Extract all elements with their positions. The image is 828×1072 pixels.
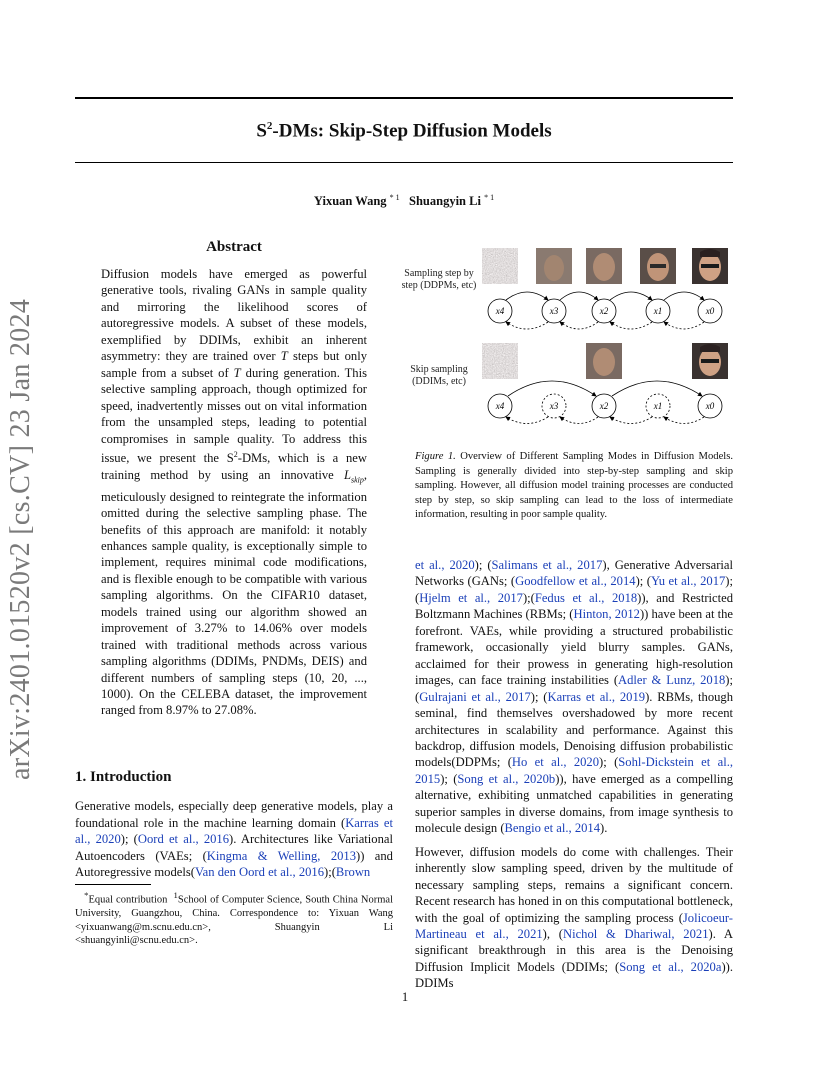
citation-link[interactable]: Song et al., 2020b (457, 771, 556, 786)
text-run: )) have been at the forefront. VAEs, while providing a structured probabilistic framework, occasionally yield blurry samples. GANs, acclaimed for their prowess in generating high-resolution images, can face training instabilities ( (415, 607, 733, 688)
noise-image (482, 343, 518, 379)
citation-link[interactable]: Fedus et al., 2018 (534, 590, 638, 605)
title-bottom-rule (75, 162, 733, 163)
face-image (692, 248, 728, 284)
text-run: ); ( (474, 558, 492, 572)
text-run: ), Generative Adversarial Networks (GANs; ( (415, 558, 733, 589)
citation-link[interactable]: Van den Oord et al., 2016 (194, 865, 325, 879)
text-run: ); ( (530, 689, 548, 704)
paper-title: $S^2$-DMs: Skip-Step Diffusion Models (256, 120, 552, 142)
author-marks: * 1 (484, 193, 495, 202)
node-x2: x2 (599, 306, 609, 316)
paragraph (415, 844, 733, 992)
page-number: 1 (401, 990, 409, 1004)
text-run: )), have emerged as a compelling alternative, exhibiting unmatched capabilities in generating superior samples in diverse domains, from image synthesis to molecule design ( (415, 771, 733, 836)
face-image (586, 248, 622, 284)
arxiv-identifier: arXiv:2401.01520v2 [cs.CV] 23 Jan 2024 (5, 298, 36, 780)
author-name: Yixuan Wang (313, 194, 387, 209)
citation-link[interactable]: Gulrajani et al., 2017 (419, 689, 531, 704)
citation-link[interactable]: Goodfellow et al., 2014 (515, 574, 636, 589)
text-run: ). (600, 821, 608, 836)
paragraph (415, 557, 733, 837)
text-run: However, diffusion models do come with challenges. Their inherently slow sampling speed, driven by the multitude of necessary sampling steps, remains a significant concern. Recent research has honed in on this computational bottleneck, with the goal of optimizing the sampling process ( (415, 844, 733, 925)
face-image (692, 343, 728, 379)
node-x0: x0 (705, 306, 715, 316)
text-run: ), ( (542, 926, 563, 941)
right-column-text (415, 557, 733, 999)
node-x1: x1 (653, 401, 663, 411)
text-run: )), and Restricted Boltzmann Machines (RBMs; ( (415, 590, 734, 622)
node-x4: x4 (495, 306, 505, 316)
node-x1: x1 (653, 306, 663, 316)
citation-link[interactable]: Brown (335, 865, 371, 879)
text-run: ); ( (440, 771, 458, 786)
title-top-rule (75, 97, 733, 99)
author-list (75, 193, 733, 209)
citation-link[interactable]: et al., 2020 (415, 558, 475, 572)
abstract-text: Diffusion models have emerged as powerful generative tools, rivaling GANs in sample quality and mirroring the likelihood scores of autoregressive models. A subset of these models, exemplified by DDIMs, exhibit an inherent asymmetry: they are trained over T steps but only sample from a subset of T during generation. This selective sampling approach, though optimized for speed, inadvertently misses out on vital information from the unsampled steps, leading to potential compromises in sample quality. To address this issue, we present the $S^2$-DMs, which is a new training method by using an innovative $L_{skip}$, meticulously designed to reintegrate the information omitted during the selective sampling phase. The benefits of this approach are manifold: it notably enhances sample quality, is exceptionally simple to implement, requires minimal code modifications, and is flexible enough to be compatible with various sampling algorithms. On the CIFAR10 dataset, models trained using our algorithm showed an improvement of 3.27% to 14.06% over models trained with traditional methods across various sampling algorithms (DDIMs, PNDMs, DEIS) and different numbers of sampling steps (10, 20, ..., 1000). On the CELEBA dataset, the improvement ranged from 8.97% to 27.08%. (101, 267, 367, 718)
figure-caption: Figure 1. Overview of Different Sampling Modes in Diffusion Models. Sampling is generally divided into step-by-step sampling and skip sampling. However, all diffusion model training processes are conducted step by step, so skip sampling can lead to the loss of intermediate information, resulting in poor sample quality. (415, 451, 733, 520)
text-run: ); ( (635, 574, 652, 589)
footnote: *Equal contribution $^1$School of Computer Science, South China Normal University, Guangzhou, China. Correspondence to: Yixuan Wang <yixuanwang@m.scnu.edu.cn>, Shuangyin Li <shuangyinli@scnu.edu.cn>. (75, 890, 393, 946)
footnote-rule (75, 884, 151, 885)
abstract-heading: Abstract (206, 239, 262, 255)
face-image (640, 248, 676, 284)
citation-link[interactable]: Oord et al., 2016 (137, 832, 230, 846)
figure-1 (401, 240, 738, 440)
node-x4: x4 (495, 401, 505, 411)
node-x3: x3 (549, 401, 559, 411)
noise-image (482, 248, 518, 284)
citation-link[interactable]: Hinton, 2012 (573, 607, 640, 622)
citation-link[interactable]: Nichol & Dhariwal, 2021 (562, 926, 709, 941)
face-image (536, 248, 572, 284)
row-label-step-by-step: Sampling step by step (DDPMs, etc) (401, 268, 477, 291)
text-run: ); ( (599, 755, 619, 770)
citation-link[interactable]: Ho et al., 2020 (511, 755, 600, 770)
node-x2: x2 (599, 401, 609, 411)
introduction-heading: 1. Introduction (75, 769, 172, 785)
text-run: ). RBMs, though seminal, find themselves overshadowed by more recent architectures in scalability and performance. Against this backdrop, diffusion models, Denoising diffusion probabilistic models(DDPMs; ( (415, 689, 734, 770)
citation-link[interactable]: Sohl-Dickstein et al., 2015 (415, 755, 734, 786)
author-marks: * 1 (389, 193, 400, 202)
text-run: )). DDIMs (415, 959, 733, 991)
face-image (586, 343, 622, 379)
text-run: );( (522, 590, 535, 605)
citation-link[interactable]: Hjelm et al., 2017 (419, 590, 523, 605)
text-run: ); ( (415, 673, 733, 704)
citation-link[interactable]: Salimans et al., 2017 (491, 558, 603, 572)
node-x3: x3 (549, 306, 559, 316)
text-run: ); ( (415, 574, 733, 605)
citation-link[interactable]: Kingma & Welling, 2013 (206, 848, 357, 863)
citation-link[interactable]: Jolicoeur-Martineau et al., 2021 (415, 910, 733, 941)
citation-link[interactable]: Karras et al., 2019 (547, 689, 646, 704)
citation-link[interactable]: Yu et al., 2017 (651, 574, 726, 589)
citation-link[interactable]: Bengio et al., 2014 (504, 821, 601, 836)
citation-link[interactable]: Adler & Lunz, 2018 (618, 673, 726, 688)
row-label-skip: Skip sampling (DDIMs, etc) (410, 364, 468, 387)
introduction-text: Generative models, especially deep generative models, play a foundational role in the machine learning domain (Karras et al., 2020); (Oord et al., 2016). Architectures like Variational Autoencoders (VAEs; (Kingma & Welling, 2013)) and Autoregressive models(Van den Oord et al., 2016);(Brown (75, 799, 393, 879)
text-run: ). A significant breakthrough in this area is the Denoising Diffusion Implicit Models (DDIMs; ( (415, 926, 733, 974)
node-x0: x0 (705, 401, 715, 411)
citation-link[interactable]: Song et al., 2020a (619, 959, 722, 974)
author-name: Shuangyin Li (409, 194, 481, 209)
citation-link[interactable]: Karras et al., 2020 (75, 815, 393, 846)
